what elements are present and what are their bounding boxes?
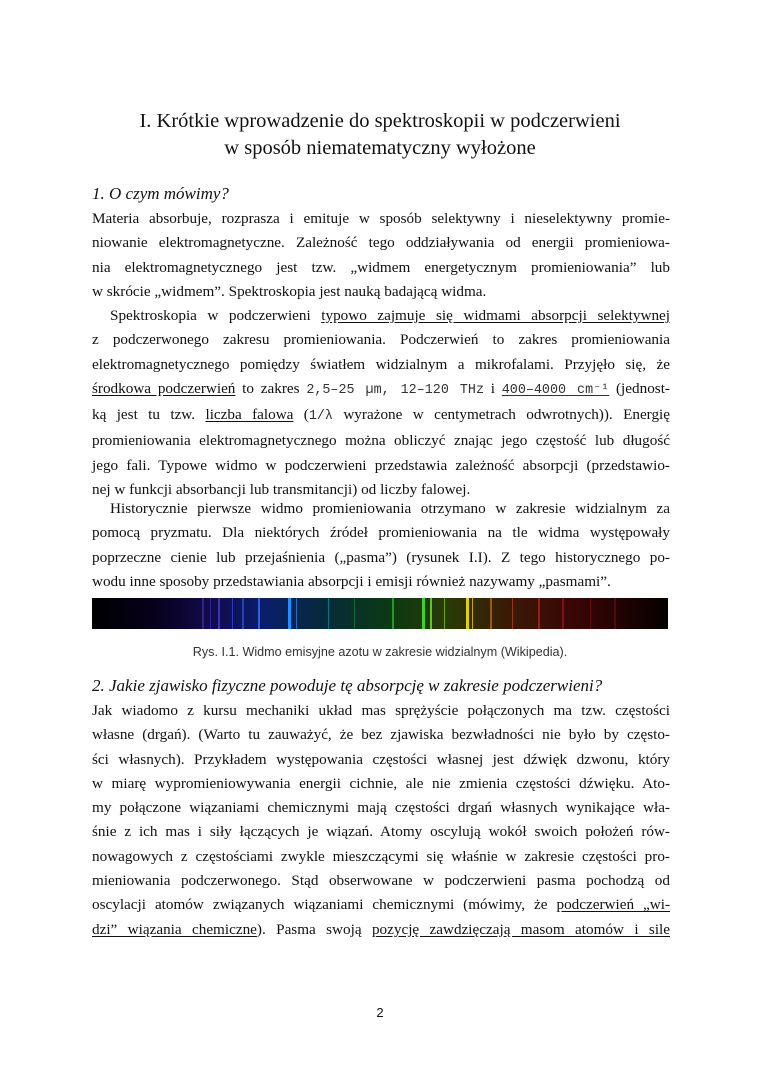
spectrum-emission-line	[288, 598, 291, 629]
underlined-term: dzi” wiązania chemiczne	[92, 920, 257, 938]
text-line: elektromagnetycznego pomiędzy światłem widzialnym a mikrofalami. Przyjęło się, że	[92, 355, 670, 373]
chapter-title-line-2: w sposób niematematyczny wyłożone	[224, 137, 536, 159]
text-line	[92, 918, 670, 942]
spectrum-emission-line	[242, 598, 244, 629]
text-line	[92, 304, 670, 328]
wavenumber-formula: 1/λ	[308, 409, 333, 425]
spectrum-emission-line	[444, 598, 445, 629]
text-line: w skrócie „widmem”. Spektroskopia jest nauką badającą widma.	[92, 282, 487, 300]
text-line: nowagowych z częstościami zwykle mieszczącymi się właśnie w zakresie częstości pro-	[92, 847, 670, 865]
underlined-term: typowo zajmuje się widmami absorpcji selektywnej	[321, 307, 670, 324]
text-line: Jak wiadomo z kursu mechaniki układ mas sprężyście połączonych ma tzw. częstości	[92, 702, 670, 719]
spectrum-emission-line	[422, 598, 425, 629]
text-line: my połączone wiązaniami chemicznymi mają częstości drgań własnych wynikające wła-	[92, 799, 670, 817]
text-line: mieniowania podczerwonego. Stąd obserwowane w podczerwieni pasma pochodzą od	[92, 872, 670, 890]
spectrum-emission-line	[218, 598, 220, 629]
text-line: ści własnych). Przykładem występowania częstości własnej jest dźwięk dzwonu, który	[92, 750, 670, 768]
section-1-paragraph-2	[92, 304, 670, 502]
section-1-heading: 1. O czym mówimy?	[92, 184, 229, 203]
spectrum-emission-line	[614, 598, 616, 629]
spectrum-emission-line	[512, 598, 513, 629]
spectrum-emission-line	[466, 598, 469, 629]
spectrum-emission-line	[590, 598, 591, 629]
text-line	[92, 377, 670, 403]
spectrum-emission-line	[202, 598, 204, 629]
chapter-title-line-1: I. Krótkie wprowadzenie do spektroskopii w podczerwieni	[139, 110, 621, 132]
text-line	[92, 893, 670, 917]
text-line: Historycznie pierwsze widmo promieniowania otrzymano w zakresie widzialnym za	[110, 500, 670, 517]
underlined-term: liczba falowa	[205, 406, 294, 424]
range-micrometers: 2,5–25 µm,	[306, 382, 390, 398]
text-line: pomocą pryzmatu. Dla niektórych źródeł promieniowania na tle widma występowały	[92, 524, 670, 542]
figure-caption: Rys. I.1. Widmo emisyjne azotu w zakresie widzialnym (Wikipedia).	[192, 645, 568, 659]
text-run: wyrażone w centymetrach odwrotnych)). Energię	[332, 406, 671, 424]
spectrum-emission-line	[472, 598, 473, 629]
range-terahertz: 12–120 THz	[389, 382, 484, 398]
text-line	[92, 403, 670, 429]
spectrum-emission-line	[210, 598, 211, 629]
spectrum-emission-line	[538, 598, 540, 629]
text-line: jego fali. Typowe widmo w podczerwieni przedstawia zależność absorpcji (przedstawio-	[92, 456, 670, 474]
section-1-paragraph-3	[92, 497, 670, 594]
text-line: niowanie elektromagnetyczne. Zależność tego oddziaływania od energii promieniowa-	[92, 234, 670, 252]
text-line: poprzeczne cienie lub przejaśnienia („pasma”) (rysunek I.I). Z tego historycznego po-	[92, 548, 670, 566]
text-line: śnie z ich mas i siły łączących je wiązań. Atomy oscylują wokół swoich położeń rów-	[92, 823, 670, 841]
text-run: ). Pasma swoją	[256, 920, 372, 938]
underlined-term: środkowa podczerwień	[92, 379, 236, 397]
text-run: to zakres	[235, 379, 307, 397]
spectrum-emission-line	[328, 598, 329, 629]
section-2-paragraph	[92, 699, 670, 942]
chapter-title	[92, 108, 668, 162]
spectrum-emission-line	[354, 598, 355, 629]
text-line: wodu inne sposoby przedstawiania absorpcji i emisji również nazywamy „pasmami”.	[92, 572, 611, 590]
text-line: promieniowania elektromagnetycznego można obliczyć znając jego częstość lub długość	[92, 432, 670, 450]
spectrum-emission-line	[562, 598, 564, 629]
page-number: 2	[376, 1005, 384, 1020]
text-run: ką jest tu tzw.	[92, 406, 206, 424]
spectrum-emission-line	[430, 598, 432, 629]
nitrogen-emission-spectrum-image	[92, 598, 668, 629]
text-run: (	[293, 406, 309, 424]
underlined-term: pozycję zawdzięczają masom atomów i sile	[371, 920, 670, 938]
text-line: własne (drgań). (Warto tu zauważyć, że bez zjawiska bezwładności nie było by często-	[92, 726, 670, 744]
text-run: Spektroskopia w podczerwieni	[110, 307, 322, 324]
text-run: (jednost-	[609, 379, 670, 397]
text-run: i	[483, 379, 502, 397]
spectrum-emission-line	[490, 598, 492, 629]
range-wavenumber: 400–4000 cm⁻¹	[501, 382, 610, 398]
text-line: w miarę wypromieniowywania energii cichnie, ale nie zmienia częstości dźwięku. Ato-	[92, 774, 670, 792]
text-line: nia elektromagnetycznego jest tzw. „widmem energetycznym promieniowania” lub	[92, 258, 670, 276]
text-line: z podczerwonego zakresu promieniowania. Podczerwień to zakres promieniowania	[92, 331, 670, 349]
spectrum-emission-line	[296, 598, 297, 629]
section-2-heading: 2. Jakie zjawisko fizyczne powoduje tę absorpcję w zakresie podczerwieni?	[92, 676, 603, 695]
spectrum-emission-line	[258, 598, 260, 629]
underlined-term: podczerwień „wi-	[556, 896, 670, 914]
spectrum-emission-line	[392, 598, 394, 629]
text-line: nej w funkcji absorbancji lub transmitancji) od liczby falowej.	[92, 481, 471, 499]
spectrum-emission-line	[232, 598, 233, 629]
section-1-paragraph-1	[92, 207, 670, 304]
text-line: Materia absorbuje, rozprasza i emituje w sposób selektywny i nieselektywny promie-	[92, 210, 670, 227]
text-run: oscylacji atomów związanych wiązaniami chemicznymi (mówimy, że	[92, 896, 557, 914]
